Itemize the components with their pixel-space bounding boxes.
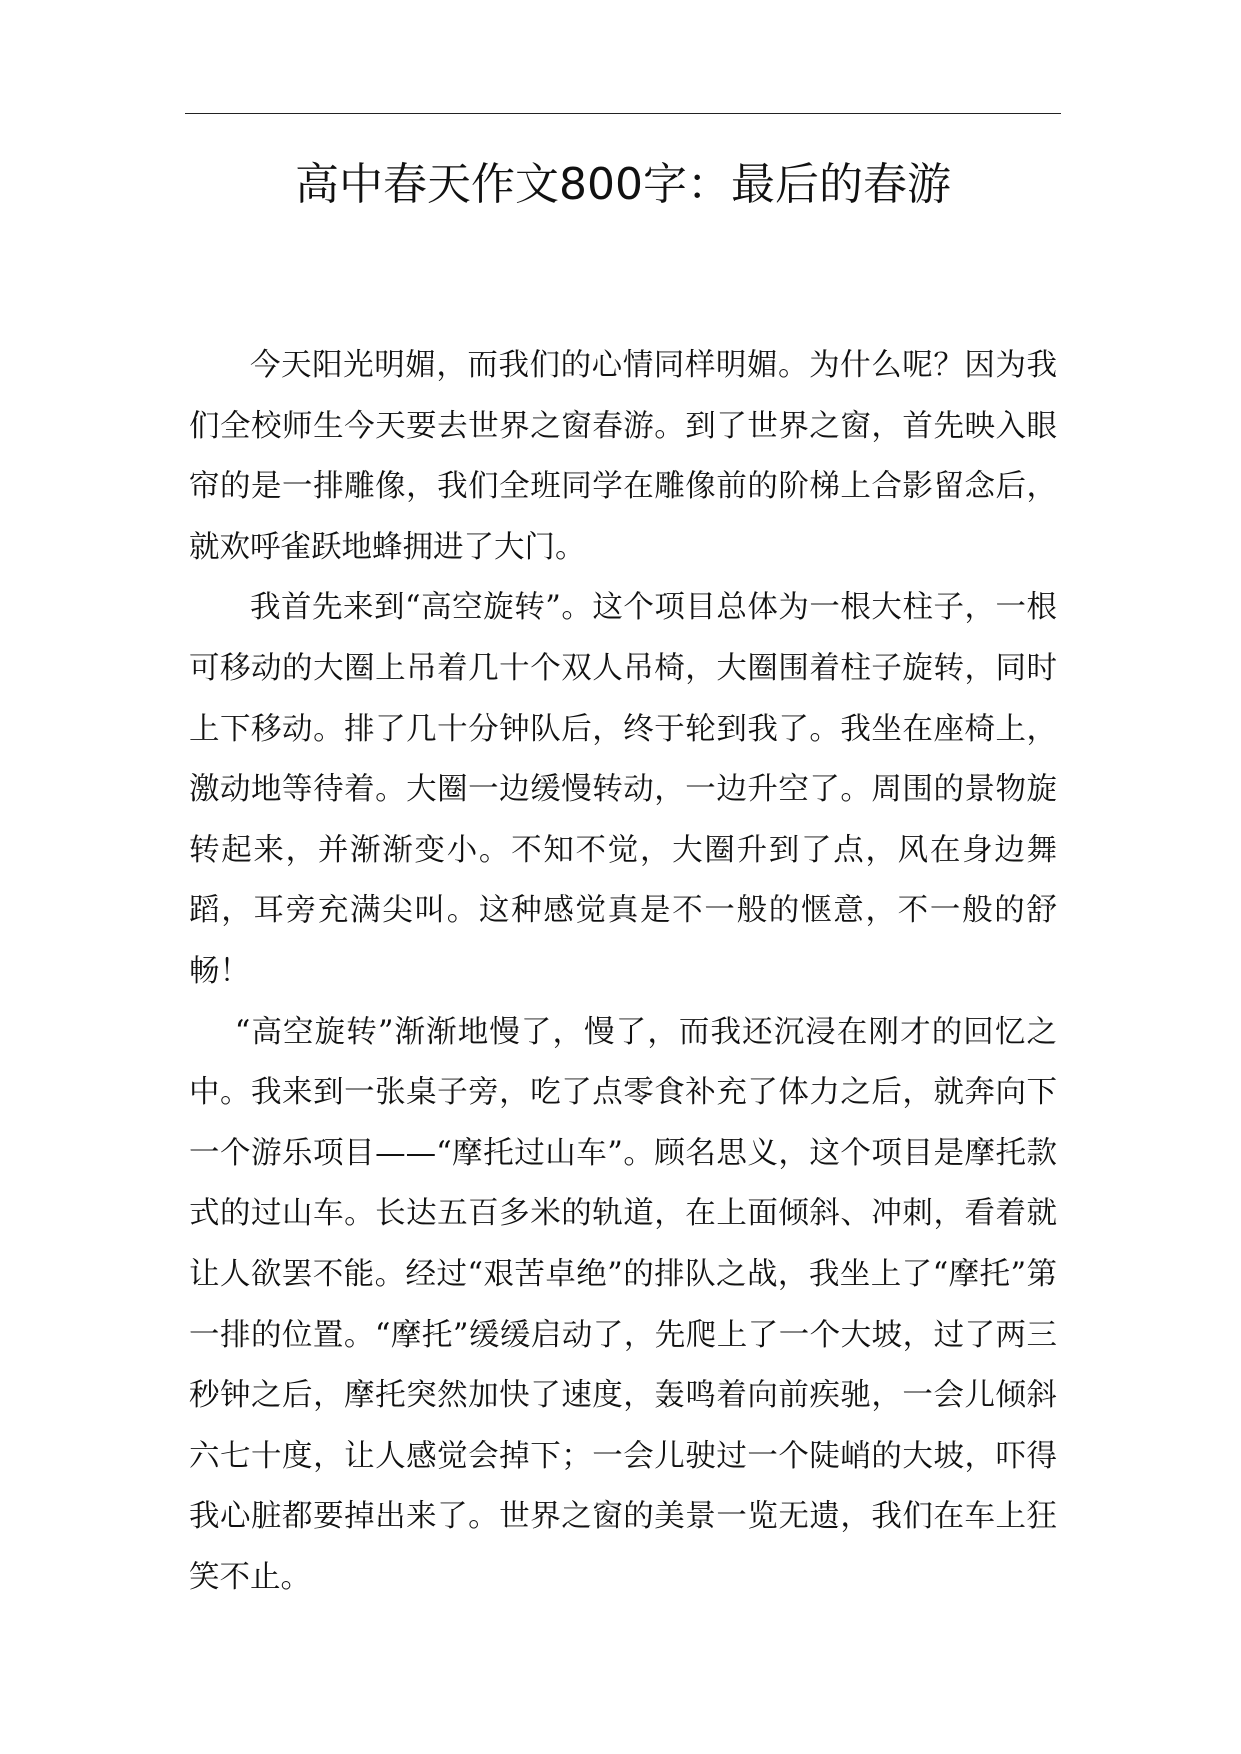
document-title: 高中春天作文800字：最后的春游 (295, 159, 951, 210)
paragraph-1: 今天阳光明媚，而我们的心情同样明媚。为什么呢？因为我们全校师生今天要去世界之窗春游。到了世界之窗，首先映入眼帘的是一排雕像，我们全班同学在雕像前的阶梯上合影留念后，就欢呼雀跃地蜂拥进了大门。 (189, 348, 1057, 565)
paragraph-2: 我首先来到“高空旋转”。这个项目总体为一根大柱子，一根可移动的大圈上吊着几十个双人吊椅，大圈围着柱子旋转，同时上下移动。排了几十分钟队后，终于轮到我了。我坐在座椅上，激动地等待着。大圈一边缓慢转动，一边升空了。周围的景物旋转起来，并渐渐变小。不知不觉，大圈升到了点，风在身边舞蹈，耳旁充满尖叫。这种感觉真是不一般的惬意，不一般的舒畅！ (189, 590, 1057, 989)
document-body (189, 336, 1057, 1608)
paragraph-3: “高空旋转”渐渐地慢了，慢了，而我还沉浸在刚才的回忆之中。我来到一张桌子旁，吃了点零食补充了体力之后，就奔向下一个游乐项目——“摩托过山车”。顾名思义，这个项目是摩托款式的过山车。长达五百多米的轨道，在上面倾斜、冲刺，看着就让人欲罢不能。经过“艰苦卓绝”的排队之战，我坐上了“摩托”第一排的位置。“摩托”缓缓启动了，先爬上了一个大坡，过了两三秒钟之后，摩托突然加快了速度，轰鸣着向前疾驰，一会儿倾斜六七十度，让人感觉会掉下；一会儿驶过一个陡峭的大坡，吓得我心脏都要掉出来了。世界之窗的美景一览无遗，我们在车上狂笑不止。 (189, 1014, 1057, 1595)
header-rule (185, 113, 1061, 114)
